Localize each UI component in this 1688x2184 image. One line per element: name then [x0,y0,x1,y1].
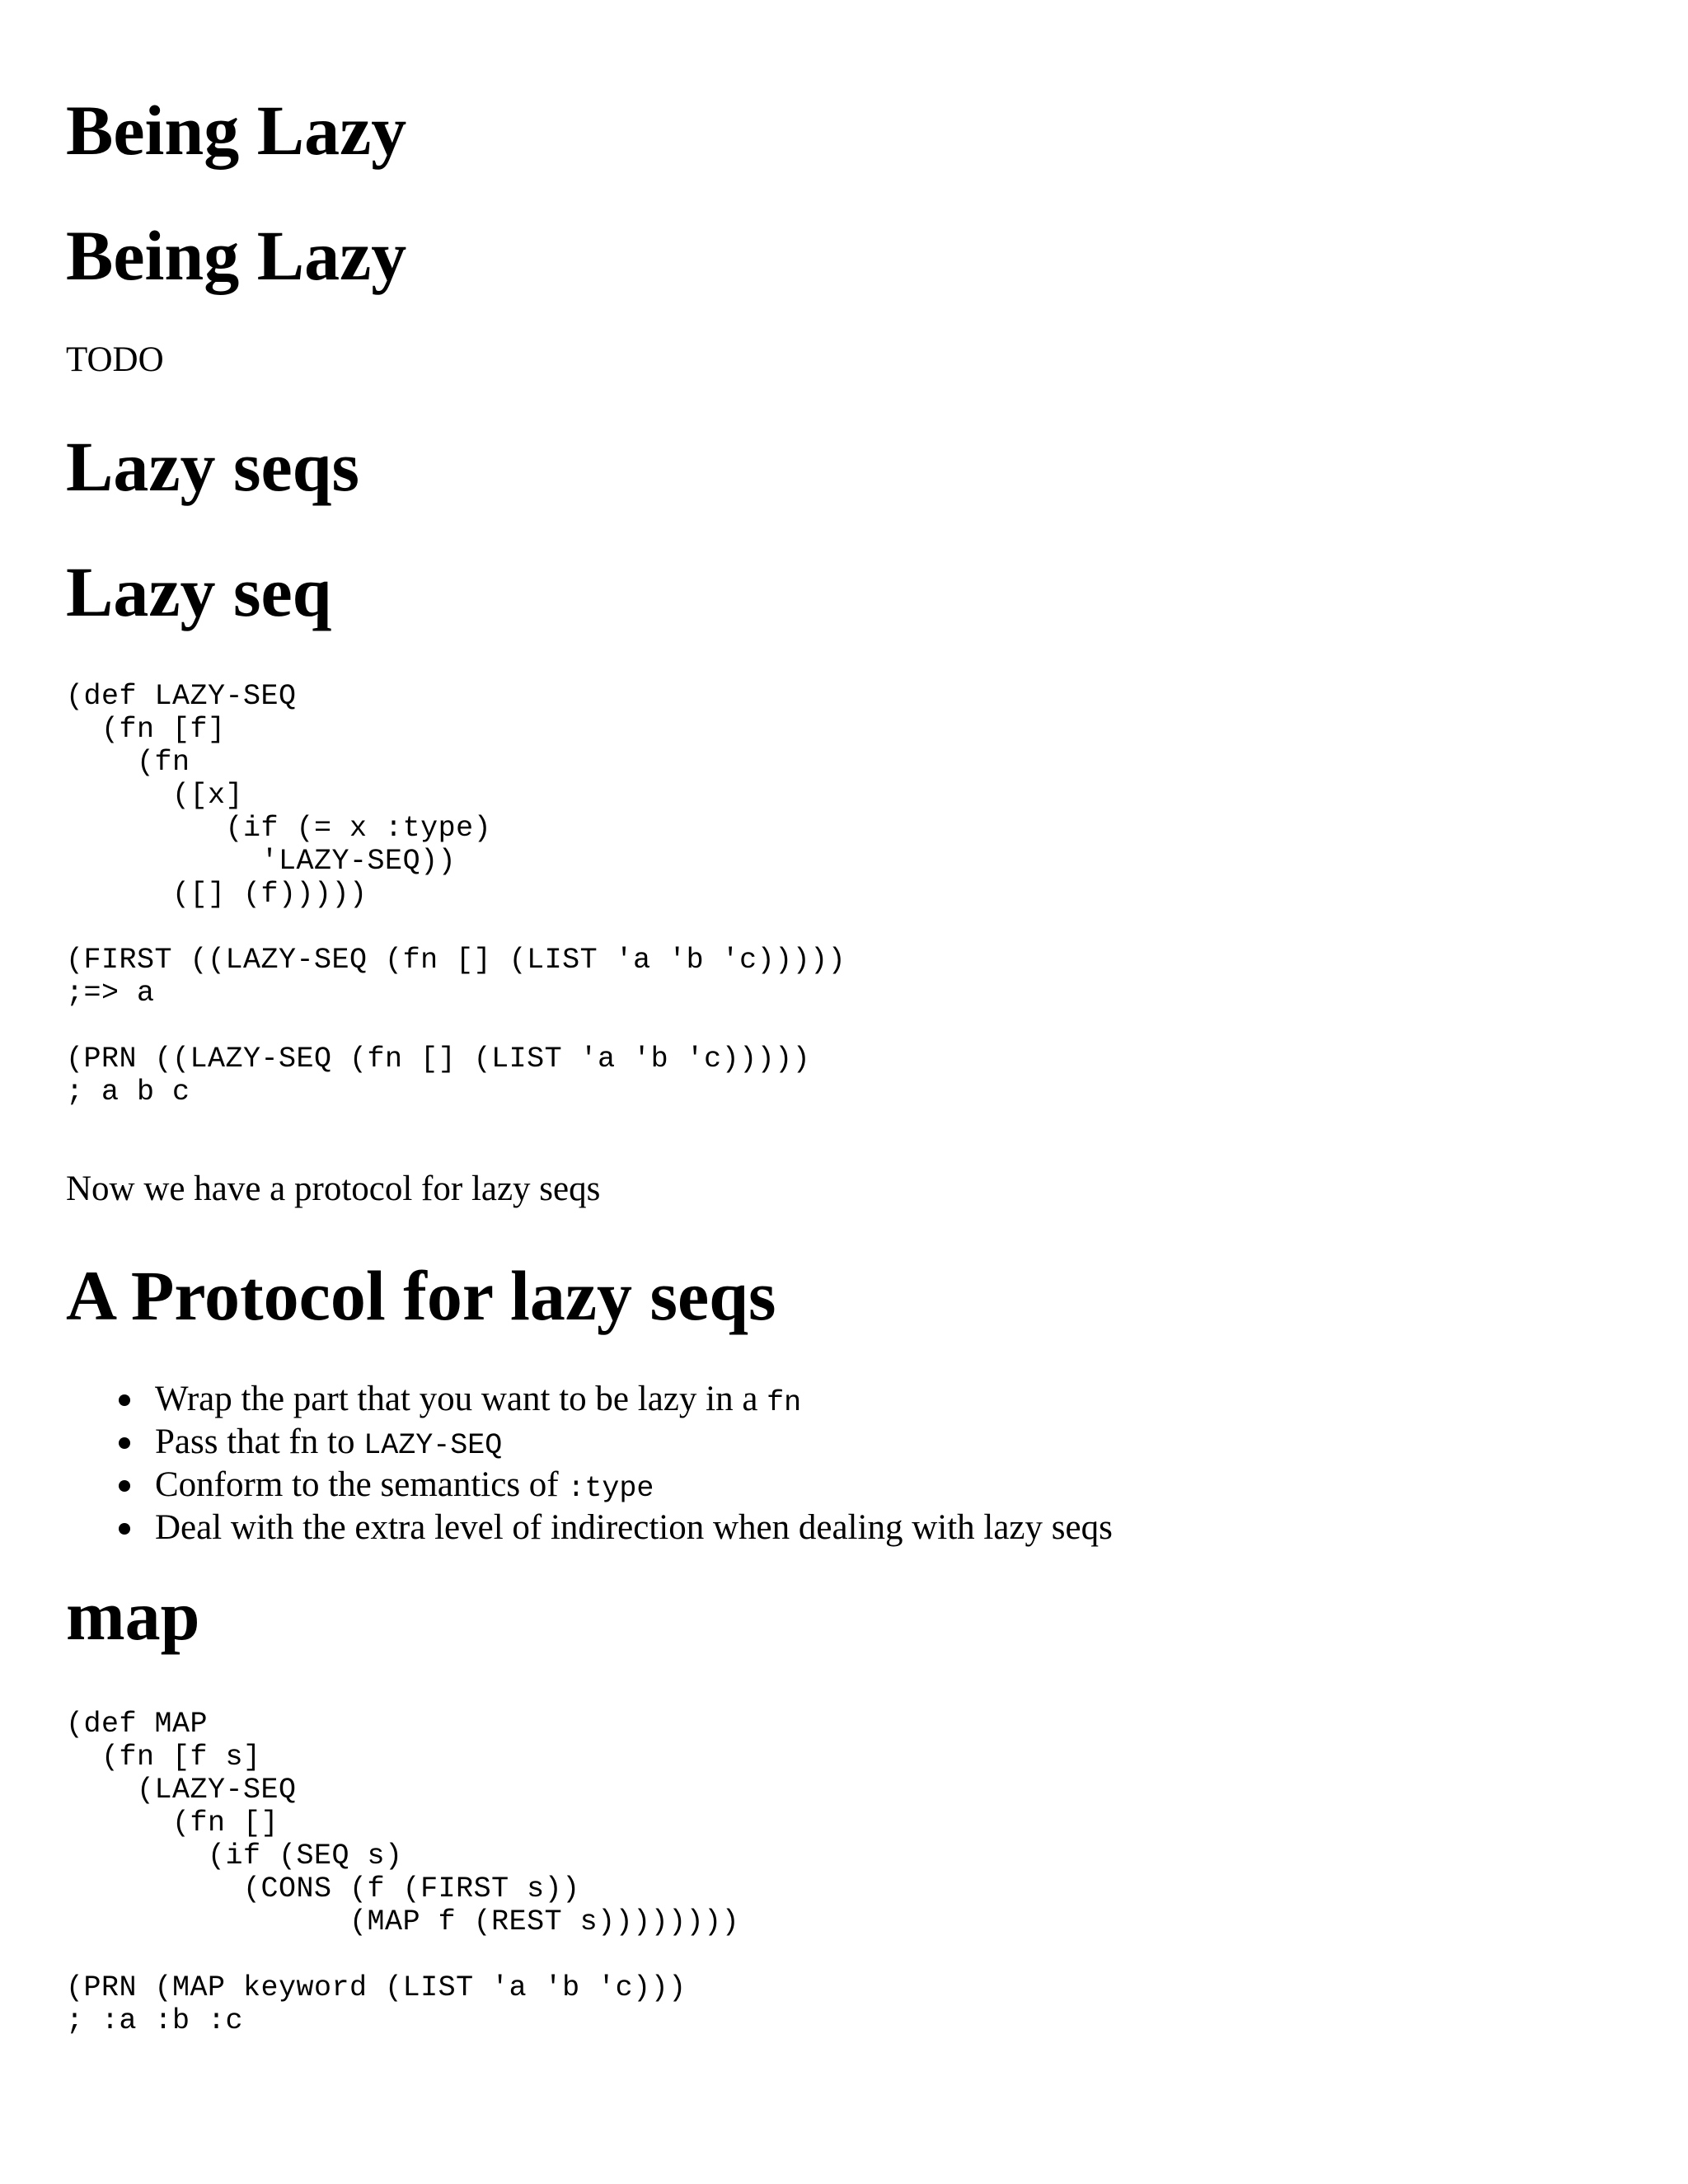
list-item-text: Pass that fn to [155,1422,364,1461]
list-item-text: Conform to the semantics of [155,1465,568,1504]
page-title: Being Lazy [66,91,407,170]
protocol-intro-paragraph: Now we have a protocol for lazy seqs [66,1169,601,1208]
inline-code: LAZY-SEQ [363,1429,503,1462]
list-item [66,1380,1113,1422]
todo-paragraph: TODO [66,340,164,379]
bullet-icon [119,1523,130,1535]
section-heading-lazy-seq: Lazy seq [66,552,332,631]
list-item [66,1422,1113,1465]
bullet-icon [119,1437,130,1449]
inline-code: :type [567,1472,654,1505]
section-heading-protocol: A Protocol for lazy seqs [66,1256,776,1335]
bullet-icon [119,1394,130,1406]
code-block-lazy-seq: (def LAZY-SEQ (fn [f] (fn ([x] (if (= x :type) 'LAZY-SEQ)) ([] (f))))) (FIRST ((LAZY-SEQ (fn [] (LIST 'a 'b 'c))))) ;=> a (PRN ((LAZY-SEQ (fn [] (LIST 'a 'b 'c))))) ; a b c [66,680,846,1108]
code-block-map: (def MAP (fn [f s] (LAZY-SEQ (fn [] (if (SEQ s) (CONS (f (FIRST s)) (MAP f (REST s)))))))) (PRN (MAP keyword (LIST 'a 'b 'c))) ; :a :b :c [66,1708,740,2037]
list-item-text: Deal with the extra level of indirection when dealing with lazy seqs [155,1508,1113,1547]
list-item [66,1508,1113,1548]
section-heading-lazy-seqs: Lazy seqs [66,427,359,506]
section-heading-being-lazy: Being Lazy [66,216,407,295]
list-item-text: Wrap the part that you want to be lazy in a [155,1380,767,1418]
section-heading-map: map [66,1576,200,1655]
list-item [66,1465,1113,1508]
bullet-icon [119,1480,130,1492]
inline-code: fn [767,1386,802,1419]
protocol-bullet-list [66,1380,1113,1548]
